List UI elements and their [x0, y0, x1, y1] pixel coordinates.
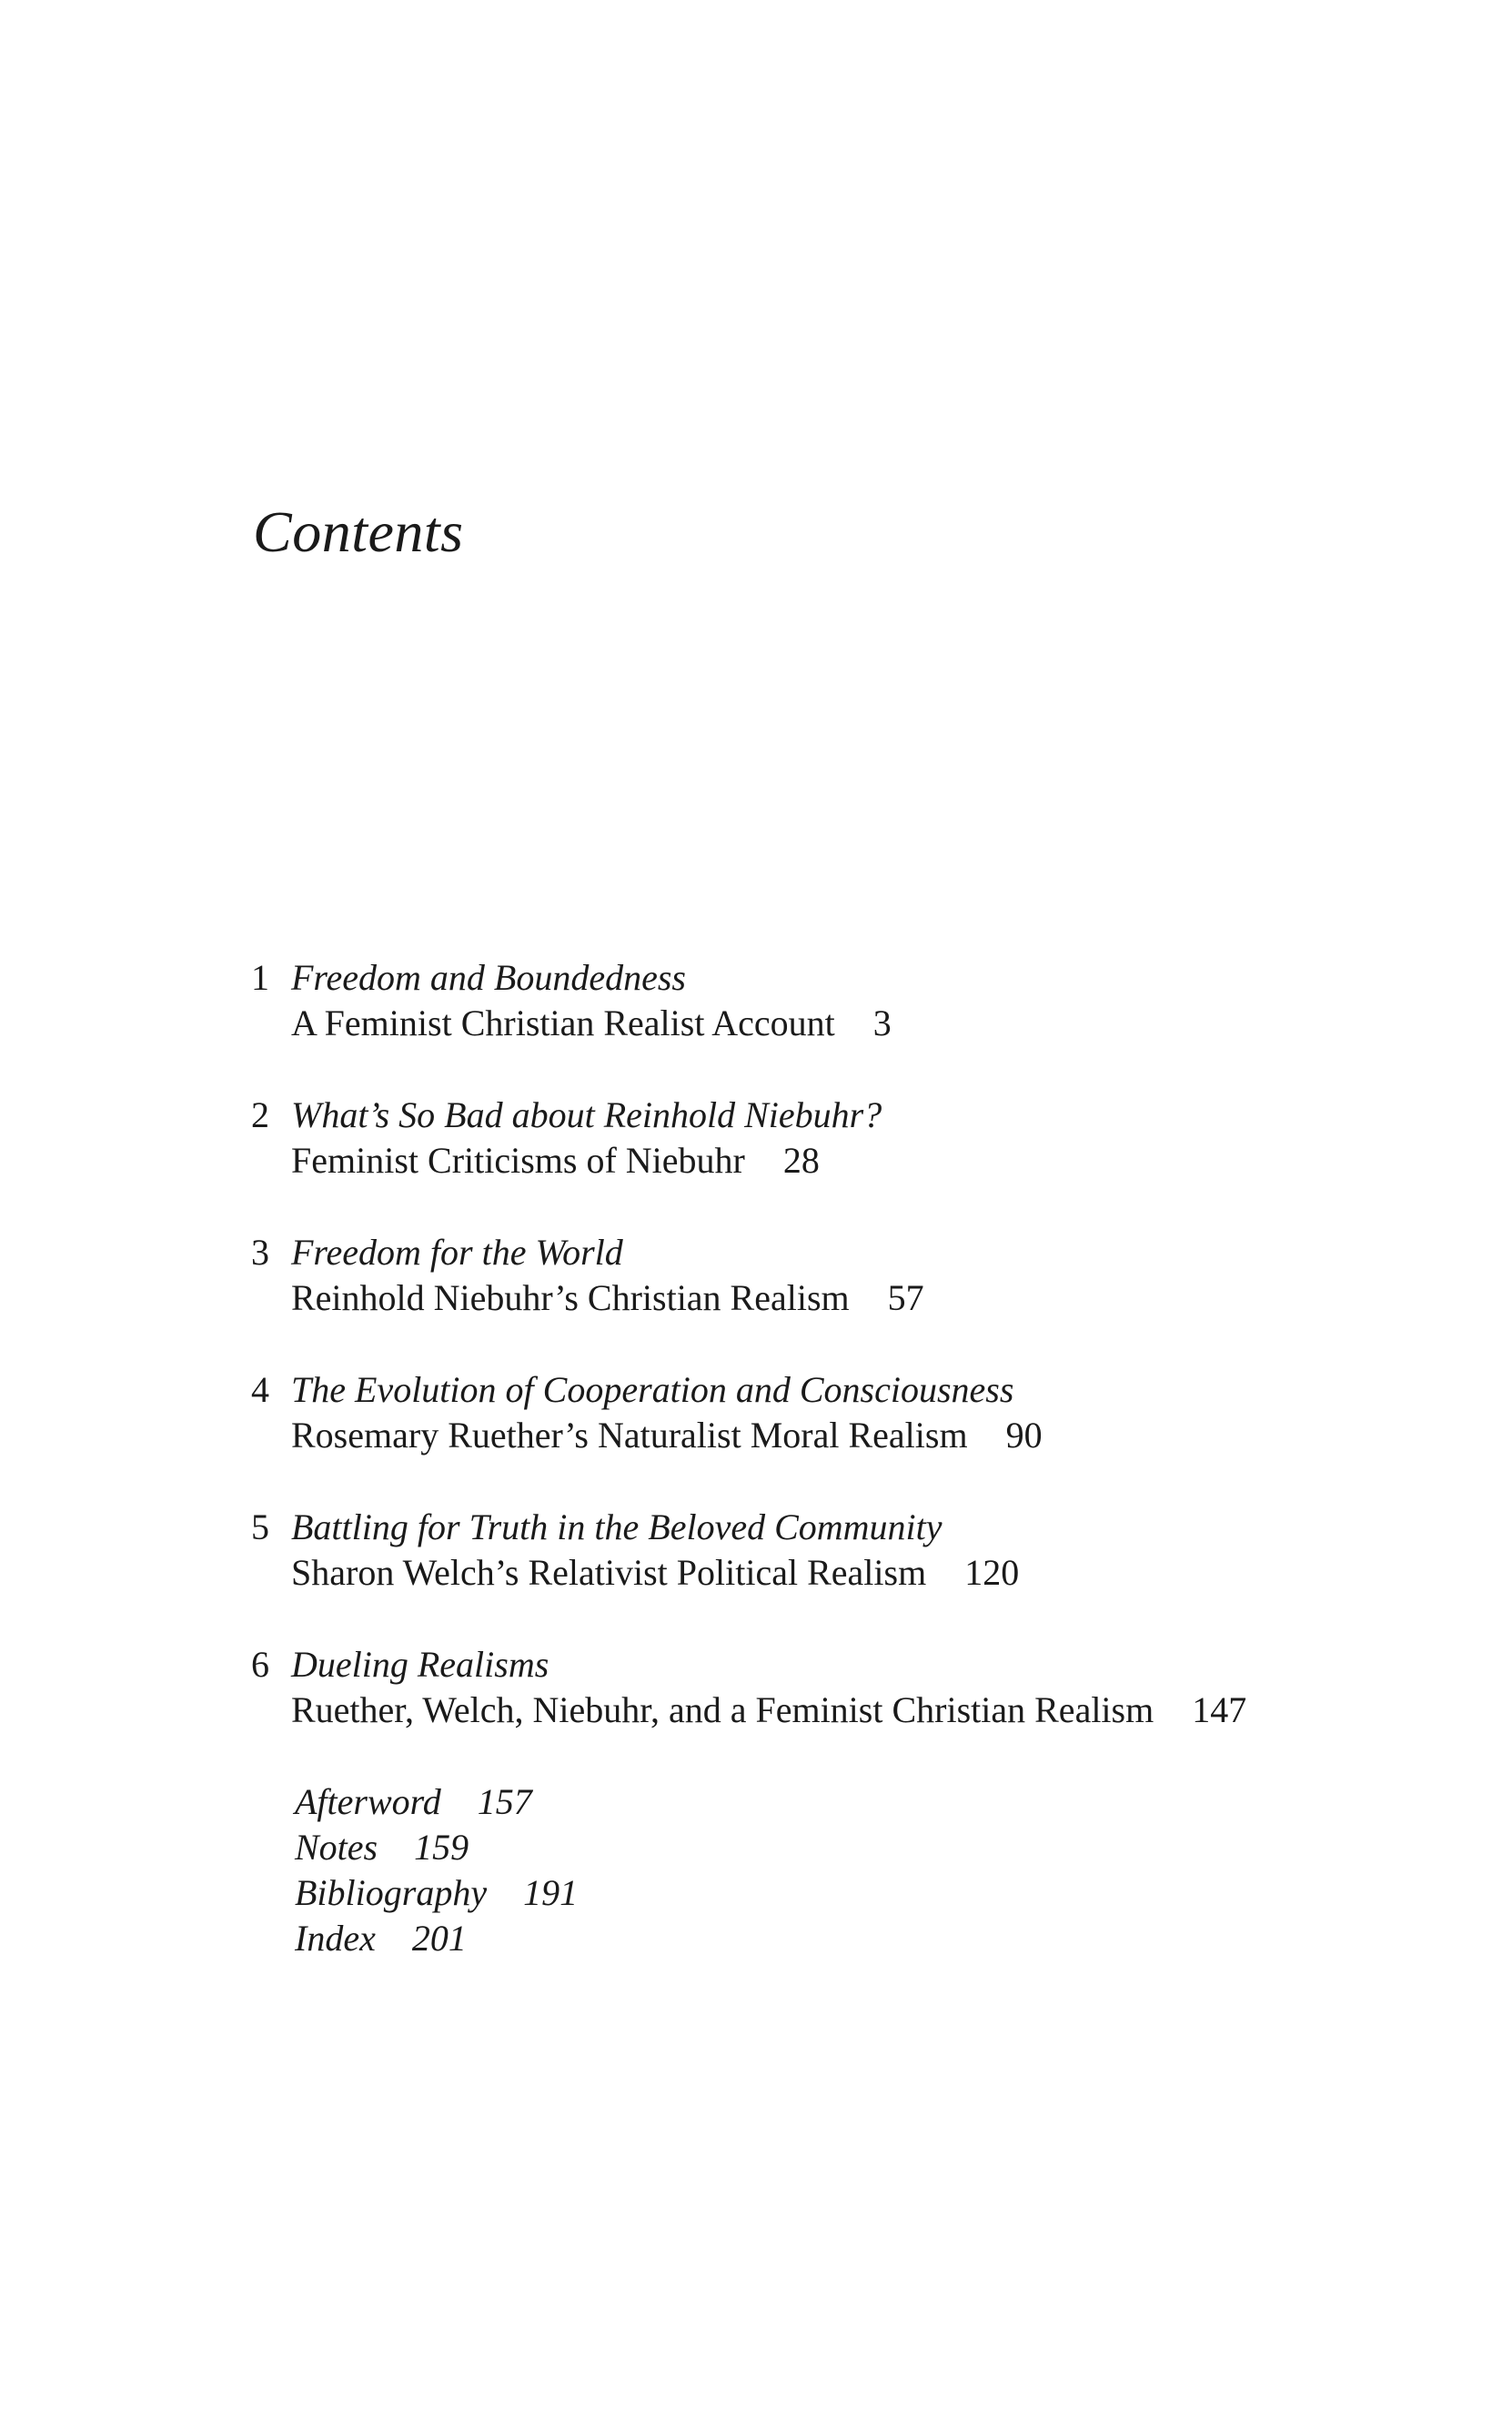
chapter-subtitle: Reinhold Niebuhr’s Christian Realism: [291, 1277, 850, 1318]
chapter-number: 2: [251, 1094, 269, 1135]
back-matter-page-number: 157: [477, 1781, 532, 1822]
back-matter-page-number: 191: [523, 1872, 579, 1913]
chapter-title: Freedom and Boundedness: [291, 957, 686, 998]
chapter-title: The Evolution of Cooperation and Consciousness: [291, 1369, 1014, 1410]
chapter-number: 1: [251, 957, 269, 998]
toc-chapter-4: [251, 1367, 1434, 1458]
toc-chapter-1: [251, 955, 1434, 1046]
chapter-page-number: 3: [872, 1002, 892, 1043]
chapter-subtitle: Sharon Welch’s Relativist Political Realism: [291, 1552, 927, 1593]
back-matter-label: Notes: [295, 1827, 378, 1868]
chapter-title: Battling for Truth in the Beloved Community: [291, 1506, 942, 1547]
chapter-subtitle: Rosemary Ruether’s Naturalist Moral Realism: [291, 1415, 968, 1456]
chapter-page-number: 57: [887, 1277, 924, 1318]
back-matter-page-number: 159: [414, 1827, 469, 1868]
page-title: Contents: [253, 499, 464, 564]
toc-back-matter: [251, 1779, 1434, 1961]
chapter-title: What’s So Bad about Reinhold Niebuhr?: [291, 1094, 882, 1135]
back-matter-label: Bibliography: [295, 1872, 488, 1913]
back-matter-label: Afterword: [295, 1781, 441, 1822]
toc-chapter-5: [251, 1505, 1434, 1596]
toc-chapter-2: [251, 1093, 1434, 1184]
chapter-page-number: 120: [964, 1552, 1020, 1593]
chapter-subtitle: A Feminist Christian Realist Account: [291, 1002, 835, 1043]
toc-item-bibliography: [295, 1870, 1434, 1916]
toc-chapter-6: [251, 1642, 1434, 1733]
chapter-number: 3: [251, 1232, 269, 1273]
chapter-subtitle: Ruether, Welch, Niebuhr, and a Feminist Christian Realism: [291, 1689, 1154, 1730]
table-of-contents: [251, 955, 1434, 1961]
chapter-title: Freedom for the World: [291, 1232, 623, 1273]
chapter-subtitle: Feminist Criticisms of Niebuhr: [291, 1140, 745, 1181]
back-matter-label: Index: [295, 1918, 376, 1959]
chapter-number: 4: [251, 1369, 269, 1410]
chapter-number: 6: [251, 1644, 269, 1685]
back-matter-page-number: 201: [411, 1918, 467, 1959]
toc-item-afterword: [295, 1779, 1434, 1825]
toc-item-notes: [295, 1825, 1434, 1870]
chapter-page-number: 90: [1005, 1415, 1043, 1456]
toc-chapter-3: [251, 1230, 1434, 1321]
chapter-title: Dueling Realisms: [291, 1644, 549, 1685]
chapter-page-number: 147: [1192, 1689, 1247, 1730]
toc-item-index: [295, 1916, 1434, 1961]
chapter-number: 5: [251, 1506, 269, 1547]
chapter-page-number: 28: [782, 1140, 820, 1181]
